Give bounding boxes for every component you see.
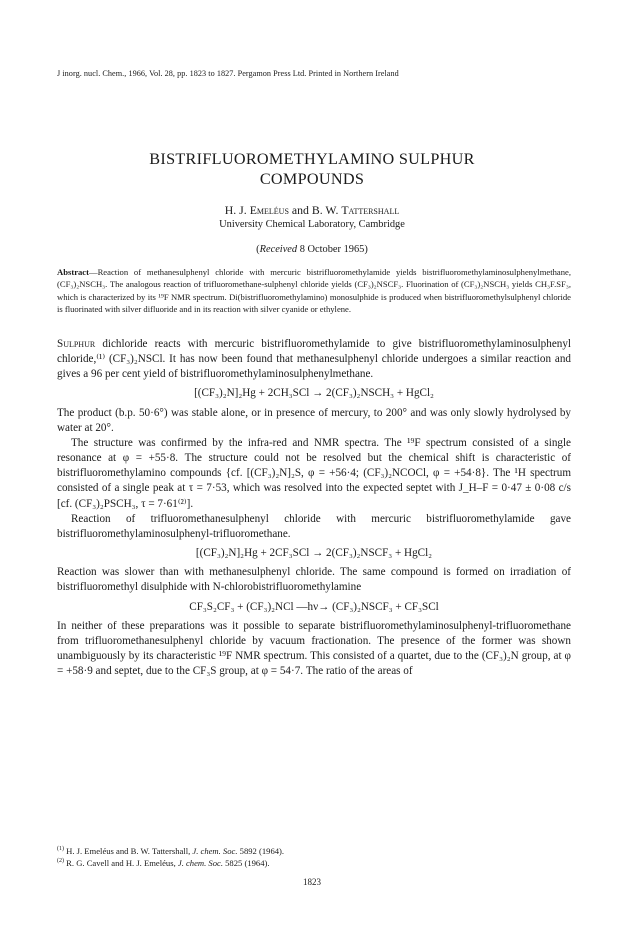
paragraph-1-text: dichloride reacts with mercuric bistrifluoromethylamide to give bistrifluoromethylaminosulphenyl chloride,⁽¹⁾ (CF₃)₂NSCl. It has now been found that methanesulphenyl chloride undergoes a similar reaction and gives a 96 per cent yield of bistrifluoromethylaminosulphenylmethane. bbox=[57, 338, 571, 381]
article-body bbox=[57, 337, 571, 679]
paragraph-1-lead: Sulphur bbox=[57, 338, 96, 350]
abstract bbox=[57, 266, 571, 315]
footnote-2 bbox=[57, 857, 571, 869]
paragraph-4: Reaction of trifluoromethanesulphenyl chloride with mercuric bistrifluoromethylamide gave bistrifluoromethylaminosulphenyl-trifluoromethane. bbox=[57, 512, 571, 540]
footnote-1-mark: (1) bbox=[57, 846, 65, 852]
author-line bbox=[0, 203, 624, 218]
author-conjunction: and B. W. bbox=[288, 203, 342, 217]
abstract-label: Abstract bbox=[57, 267, 89, 277]
equation-2: [(CF₃)₂N]₂Hg + 2CF₃SCl → 2(CF₃)₂NSCF₃ + HgCl₂ bbox=[195, 547, 433, 560]
footnote-1 bbox=[57, 845, 571, 857]
footnote-2-authors: R. G. Cavell and H. J. Emeléus, bbox=[64, 858, 178, 868]
paragraph-5: Reaction was slower than with methanesulphenyl chloride. The same compound is formed on irradiation of bistrifluoromethyl disulphide with N-chlorobistrifluoromethylamine bbox=[57, 566, 571, 594]
received-label: Received bbox=[259, 244, 298, 255]
footnotes bbox=[57, 845, 571, 869]
paragraph-6: In neither of these preparations was it possible to separate bistrifluoromethylaminosulphenyl-trifluoromethane from trifluoromethanesulphenyl chloride by vacuum fractionation. The presence of the former was shown unambiguously by its characteristic ¹⁹F NMR spectrum. This consisted of a quartet, due to the (CF₃)₂N group, at φ = +58·9 and septet, due to the CF₃S group, at φ = 54·7. The ratio of the areas of bbox=[57, 619, 571, 678]
footnote-1-journal: J. chem. Soc. bbox=[192, 846, 238, 856]
article-title-line1: BISTRIFLUOROMETHYLAMINO SULPHUR bbox=[149, 150, 475, 168]
footnote-1-rest: 5892 (1964). bbox=[237, 846, 285, 856]
footnote-1-authors: H. J. Emeléus and B. W. Tattershall, bbox=[64, 846, 193, 856]
affiliation: University Chemical Laboratory, Cambridge bbox=[219, 219, 405, 230]
author1-surname: Emeléus bbox=[249, 203, 289, 217]
received-date: (Received 8 October 1965) bbox=[256, 244, 368, 255]
equation-3: CF₃S₂CF₃ + (CF₃)₂NCl —hν→ (CF₃)₂NSCF₃ + CF₃SCl bbox=[189, 600, 439, 613]
equation-1: [(CF₃)₂N]₂Hg + 2CH₃SCl → 2(CF₃)₂NSCH₃ + HgCl₂ bbox=[194, 387, 434, 400]
author1-initials: H. J. bbox=[224, 203, 250, 217]
received-value: 8 October 1965 bbox=[297, 244, 365, 255]
page-number: 1823 bbox=[303, 877, 321, 887]
footnote-2-journal: J. chem. Soc. bbox=[177, 858, 223, 868]
paragraph-3: The structure was confirmed by the infra-red and NMR spectra. The ¹⁹F spectrum consisted of a single resonance at φ = +55·8. The structure could not be resolved but the chemical shift is characteristic of bistrifluoromethylamino compounds {cf. [(CF₃)₂N]₂S, φ = +56·4; (CF₃)₂NCOCl, φ = +54·8}. The ¹H spectrum consisted of a single peak at τ = 7·53, which was resolved into the expected septet with J_H–F = 0·47 ± 0·08 c/s [cf. (CF₃)₂PSCH₃, τ = 7·61⁽²⁾]. bbox=[57, 436, 571, 510]
abstract-text: —Reaction of methanesulphenyl chloride with mercuric bistrifluoromethylamide yields bistrifluoromethylaminosulphenylmethane, (CF₃)₂NSCH₃. The analogous reaction of trifluoromethane-sulphenyl chloride yields (CF₃)₂NSCF₃. Fluorination of (CF₃)₂NSCH₃ yields CH₃F.SF₃, which is characterized by its ¹⁹F NMR spectrum. Di(bistrifluoromethylamino) monosulphide is produced when bistrifluoromethylsulphenyl chloride is fluorinated with silver difluoride and in its reaction with silver cyanide or ethylene. bbox=[57, 267, 571, 314]
paragraph-1 bbox=[57, 337, 571, 382]
footnote-2-mark: (2) bbox=[57, 858, 65, 864]
article-title-line2: COMPOUNDS bbox=[259, 170, 365, 188]
running-header: J inorg. nucl. Chem., 1966, Vol. 28, pp. 1823 to 1827. Pergamon Press Ltd. Printed in Northern Ireland bbox=[57, 69, 399, 78]
footnote-2-rest: 5825 (1964). bbox=[222, 858, 270, 868]
paragraph-2: The product (b.p. 50·6°) was stable alone, or in presence of mercury, to 200° and was only slowly hydrolysed by water at 20°. bbox=[57, 406, 571, 434]
author2-surname: Tattershall bbox=[341, 203, 400, 217]
